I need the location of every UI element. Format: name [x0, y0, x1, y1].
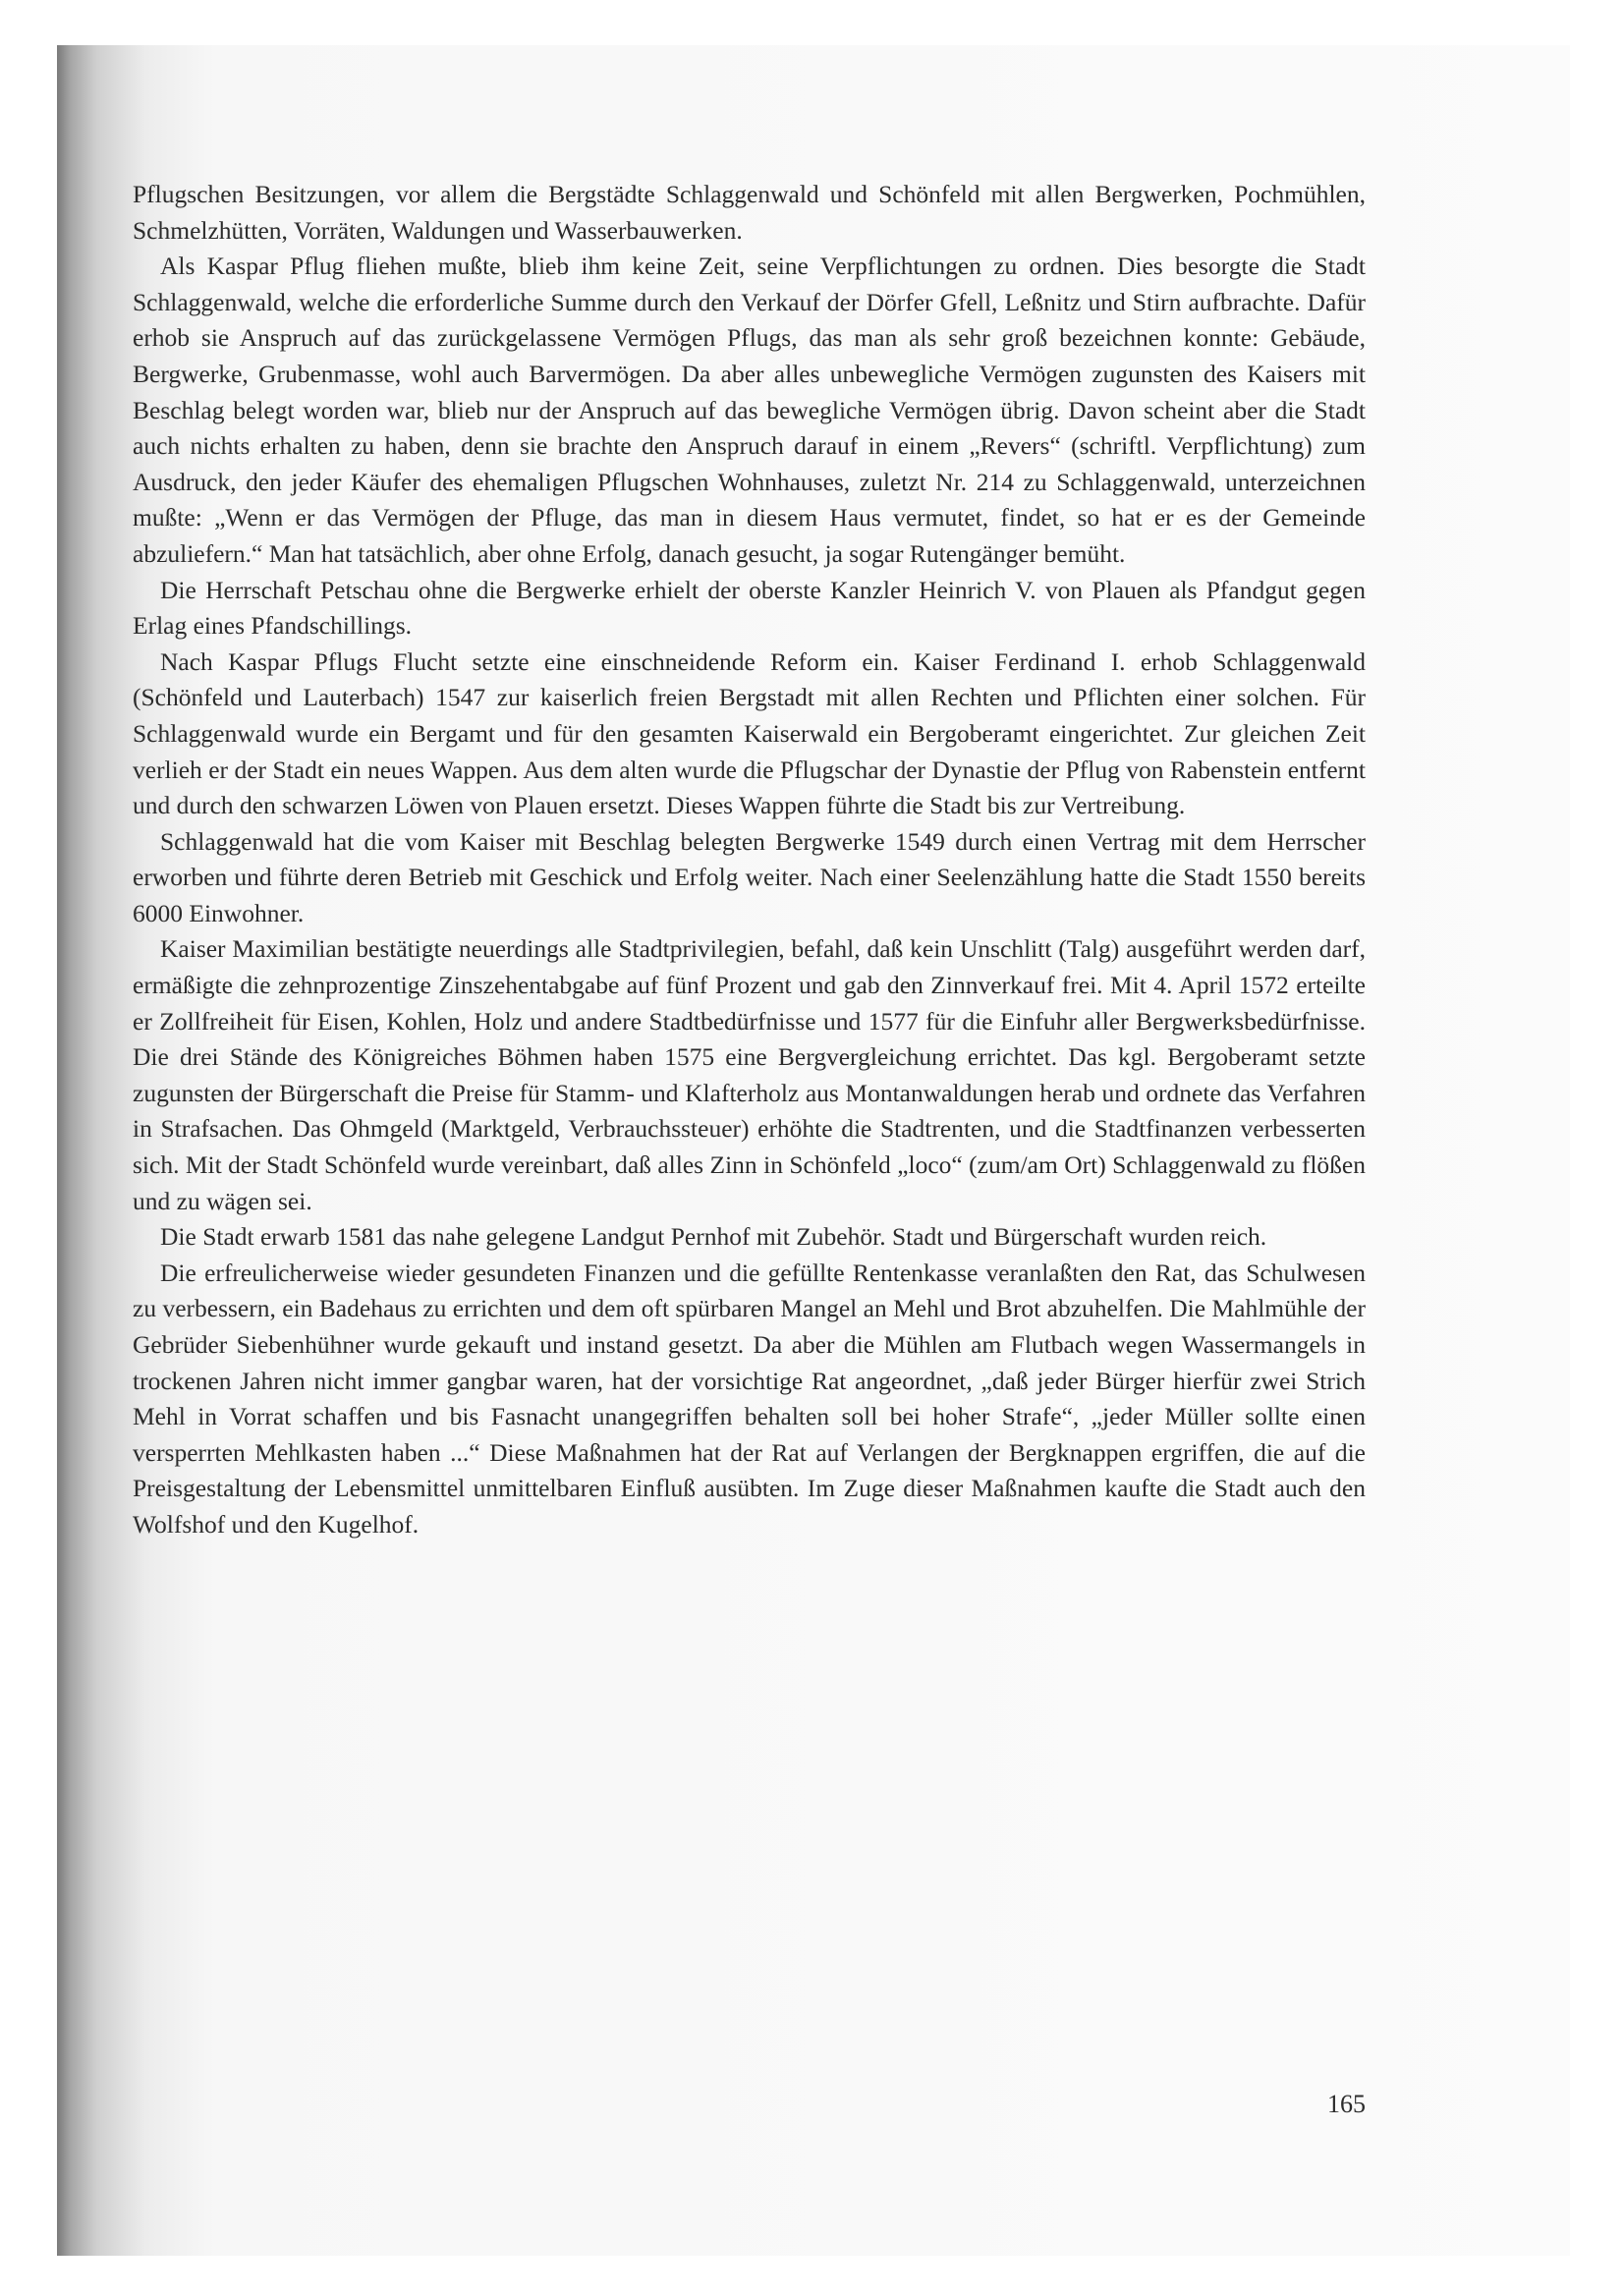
page-number: 165 [1327, 2090, 1366, 2118]
paragraph-7: Die Stadt erwarb 1581 das nahe gelegene Landgut Pernhof mit Zubehör. Stadt und Bürgerschaft wurden reich. [160, 1222, 1267, 1252]
paragraph-5: Schlaggenwald hat die vom Kaiser mit Beschlag belegten Bergwerke 1549 durch einen Vertrag mit dem Herrscher erworben und führte deren Betrieb mit Geschick und Erfolg weiter. Nach einer Seelenzählung hatte die Stadt 1550 bereits 6000 Einwohner. [133, 826, 1366, 927]
body-text [133, 177, 1366, 1543]
paragraph-6: Kaiser Maximilian bestätigte neuerdings alle Stadtprivilegien, befahl, daß kein Unschlitt (Talg) ausgeführt werden darf, ermäßigte die zehnprozentige Zinszehentabgabe auf fünf Prozent und gab den Zinnverkauf frei. Mit 4. April 1572 erteilte er Zollfreiheit für Eisen, Kohlen, Holz und andere Stadtbedürfnisse und 1577 für die Einfuhr aller Bergwerksbedürfnisse. Die drei Stände des Königreiches Böhmen haben 1575 eine Bergvergleichung errichtet. Das kgl. Bergoberamt setzte zugunsten der Bürgerschaft die Preise für Stamm- und Klafterholz aus Montanwaldungen herab und ordnete das Verfahren in Strafsachen. Das Ohmgeld (Marktgeld, Verbrauchssteuer) erhöhte die Stadtrenten, und die Stadtfinanzen verbesserten sich. Mit der Stadt Schönfeld wurde vereinbart, daß alles Zinn in Schönfeld „loco“ (zum/am Ort) Schlaggenwald zu flößen und zu wägen sei. [133, 934, 1366, 1215]
paragraph-3: Die Herrschaft Petschau ohne die Bergwerke erhielt der oberste Kanzler Heinrich V. von Plauen als Pfandgut gegen Erlag eines Pfandschillings. [133, 575, 1366, 641]
paragraph-4: Nach Kaspar Pflugs Flucht setzte eine einschneidende Reform ein. Kaiser Ferdinand I. erhob Schlaggenwald (Schönfeld und Lauterbach) 1547 zur kaiserlich freien Bergstadt mit allen Rechten und Pflichten einer solchen. Für Schlaggenwald wurde ein Bergamt und für den gesamten Kaiserwald ein Bergoberamt eingerichtet. Zur gleichen Zeit verlieh er der Stadt ein neues Wappen. Aus dem alten wurde die Pflugschar der Dynastie der Pflug von Rabenstein entfernt und durch den schwarzen Löwen von Plauen ersetzt. Dieses Wappen führte die Stadt bis zur Vertreibung. [133, 646, 1366, 820]
paragraph-8: Die erfreulicherweise wieder gesundeten Finanzen und die gefüllte Rentenkasse veranlaßten den Rat, das Schulwesen zu verbessern, ein Badehaus zu errichten und dem oft spürbaren Mangel an Mehl und Brot abzuhelfen. Die Mahlmühle der Gebrüder Siebenhühner wurde gekauft und instand gesetzt. Da aber die Mühlen am Flutbach wegen Wassermangels in trockenen Jahren nicht immer gangbar waren, hat der vorsichtige Rat angeordnet, „daß jeder Bürger hierfür zwei Strich Mehl in Vorrat schaffen und bis Fasnacht unangegriffen behalten soll bei hoher Strafe“, „jeder Müller sollte einen versperrten Mehlkasten haben ...“ Diese Maßnahmen hat der Rat auf Verlangen der Bergknappen ergriffen, die auf die Preisgestaltung der Lebensmittel unmittelbaren Einfluß ausübten. Im Zuge dieser Maßnahmen kaufte die Stadt auch den Wolfshof und den Kugelhof. [133, 1258, 1366, 1539]
paragraph-1: Pflugschen Besitzungen, vor allem die Bergstädte Schlaggenwald und Schönfeld mit allen Bergwerken, Pochmühlen, Schmelzhütten, Vorräten, Waldungen und Wasserbauwerken. [133, 180, 1366, 245]
paragraph-2: Als Kaspar Pflug fliehen mußte, blieb ihm keine Zeit, seine Verpflichtungen zu ordnen. Dies besorgte die Stadt Schlaggenwald, welche die erforderliche Summe durch den Verkauf der Dörfer Gfell, Leßnitz und Stirn aufbrachte. Dafür erhob sie Anspruch auf das zurückgelassene Vermögen Pflugs, das man als sehr groß bezeichnen konnte: Gebäude, Bergwerke, Grubenmasse, wohl auch Barvermögen. Da aber alles unbewegliche Vermögen zugunsten des Kaisers mit Beschlag belegt worden war, blieb nur der Anspruch auf das bewegliche Vermögen übrig. Davon scheint aber die Stadt auch nichts erhalten zu haben, denn sie brachte den Anspruch darauf in einem „Revers“ (schriftl. Verpflichtung) zum Ausdruck, den jeder Käufer des ehemaligen Pflugschen Wohnhauses, zuletzt Nr. 214 zu Schlaggenwald, unterzeichnen mußte: „Wenn er das Vermögen der Pfluge, das man in diesem Haus vermutet, findet, so hat er es der Gemeinde abzuliefern.“ Man hat tatsächlich, aber ohne Erfolg, danach gesucht, ja sogar Rutengänger bemüht. [133, 252, 1366, 568]
